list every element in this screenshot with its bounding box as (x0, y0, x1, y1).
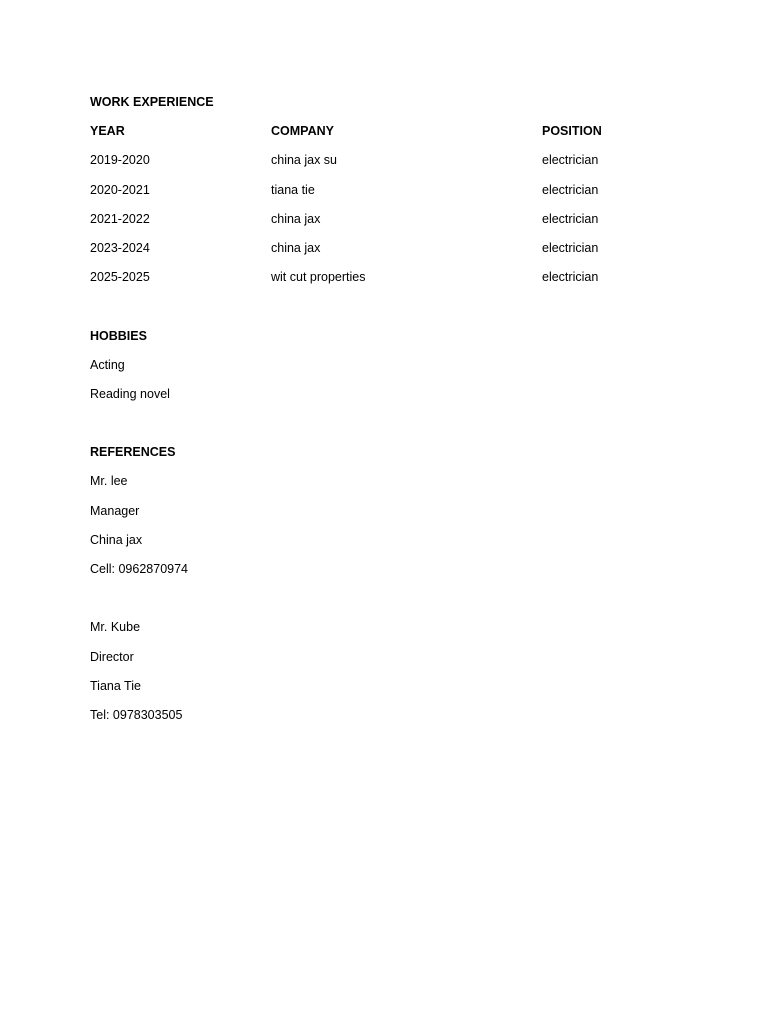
reference-entry (90, 618, 690, 735)
row-company: wit cut properties (271, 270, 366, 285)
row-company: china jax (271, 211, 321, 226)
table-row (90, 210, 690, 239)
row-year: 2021-2022 (90, 211, 150, 226)
reference-contact: Tel: 0978303505 (90, 707, 183, 722)
reference-name: Mr. lee (90, 474, 128, 489)
row-position: electrician (542, 240, 599, 255)
reference-title: Director (90, 649, 134, 664)
row-year: 2019-2020 (90, 153, 150, 168)
row-company: tiana tie (271, 182, 315, 197)
row-position: electrician (542, 270, 599, 285)
column-header-position: POSITION (542, 124, 602, 139)
reference-company: China jax (90, 532, 143, 547)
work-table-header (90, 122, 690, 151)
reference-name: Mr. Kube (90, 620, 141, 635)
reference-contact: Cell: 0962870974 (90, 562, 188, 576)
table-row (90, 268, 690, 297)
resume-page (90, 93, 690, 735)
row-year: 2020-2021 (90, 182, 150, 197)
section-spacer (90, 589, 690, 618)
column-header-company: COMPANY (271, 124, 334, 139)
table-row (90, 239, 690, 268)
hobby-item: Acting (90, 357, 125, 372)
reference-title: Manager (90, 503, 140, 518)
column-header-year: YEAR (90, 124, 125, 139)
row-year: 2023-2024 (90, 240, 150, 255)
row-company: china jax (271, 240, 321, 255)
table-row (90, 181, 690, 210)
table-row (90, 151, 690, 180)
reference-entry (90, 472, 690, 589)
section-spacer (90, 297, 690, 326)
references-heading: REFERENCES (90, 445, 176, 460)
reference-company: Tiana Tie (90, 678, 141, 693)
hobby-item: Reading novel (90, 386, 170, 401)
section-spacer (90, 414, 690, 443)
hobbies-heading: HOBBIES (90, 328, 147, 343)
work-experience-heading: WORK EXPERIENCE (90, 95, 214, 109)
row-year: 2025-2025 (90, 270, 150, 285)
row-position: electrician (542, 211, 599, 226)
row-company: china jax su (271, 153, 338, 168)
row-position: electrician (542, 153, 599, 168)
row-position: electrician (542, 182, 599, 197)
